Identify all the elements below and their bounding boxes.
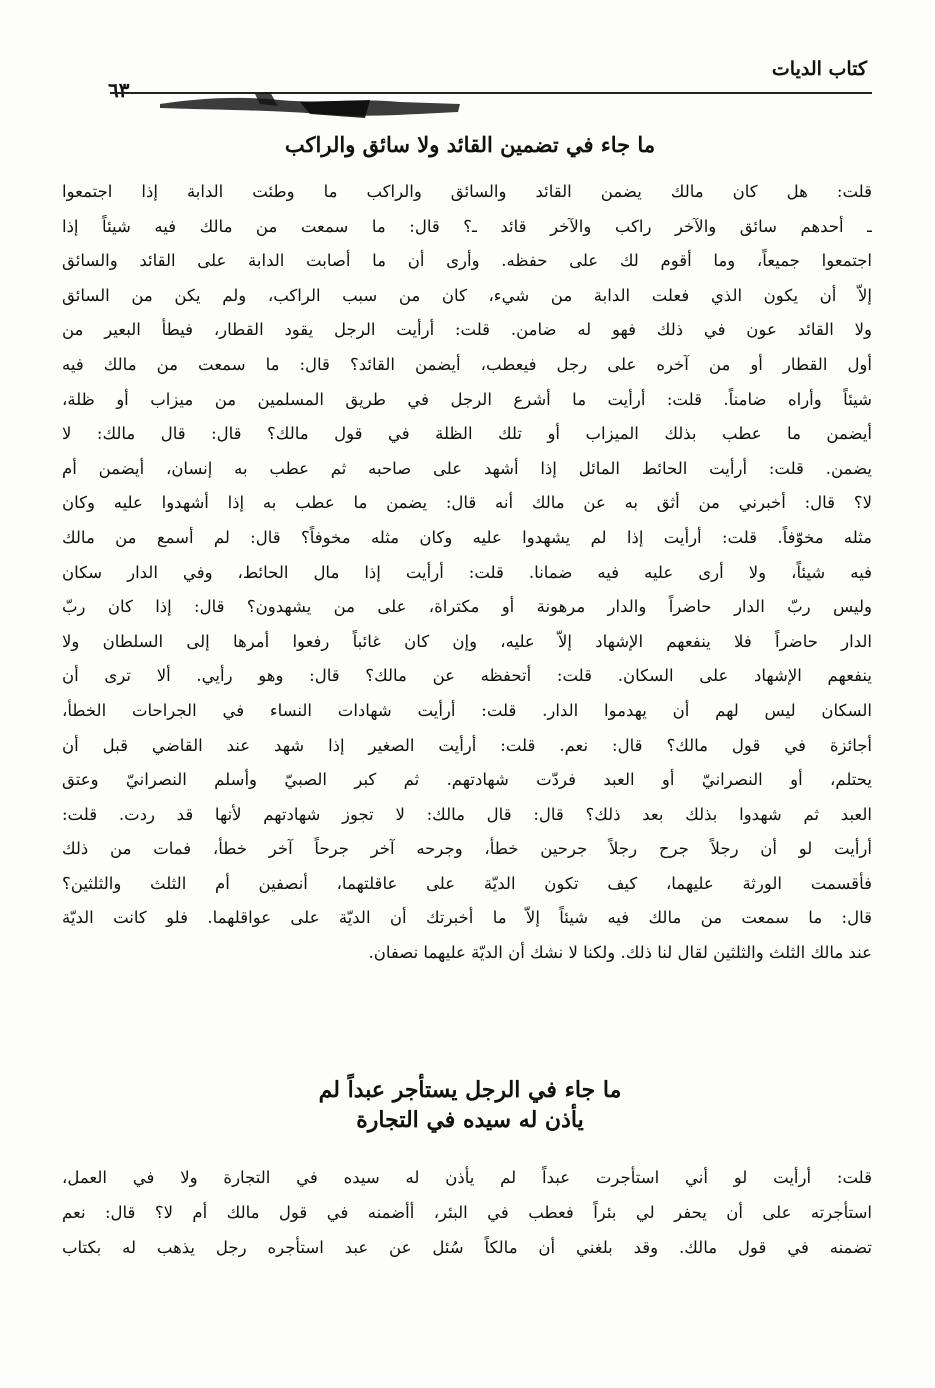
section-heading-2-line-2: يأذن له سيده في التجارة [356, 1107, 584, 1133]
text-line: يضمن. قلت: أرأيت الحائط المائل إذا أشهد على صاحبه ثم عطب به إنسان، أيضمن أم [62, 458, 872, 478]
text-line: تضمنه في قول مالك. وقد بلغني أن مالكاً سُئل عن عبد استأجره رجل يذهب له بكتاب [62, 1238, 872, 1257]
text-line: أرأيت لو أن رجلاً جرح رجلاً جرحين خطأ، وجرحه آخر جرحاً آخر خطأ، فمات من ذلك [62, 839, 872, 859]
text-line: يحتلم، أو النصرانيّ أو العبد فردّت شهادتهم. ثم كبر الصبيّ وأسلم النصرانيّ وعتق [62, 770, 872, 790]
text-line: لا؟ قال: أخبرني من أثق به عن مالك أنه قال: يضمن ما عطب به إذا أشهدوا عليه وكان [62, 493, 872, 513]
text-line: إلاّ أن يكون الذي فعلت الدابة من شيء، كان من سبب الراكب، ولم يكن من السائق [62, 285, 872, 305]
section-1-body [62, 175, 872, 971]
text-line: الدار حاضراً فلا ينفعهم الإشهاد إلاّ عليه، وإن كان غائباً رفعوا أمرها إلى السلطان ولا [62, 631, 872, 651]
page-number: ٦٣ [108, 78, 130, 102]
text-line: السكان ليس لهم أن يهدموا الدار. قلت: أرأيت شهادات النساء في الجراحات الخطأ، [62, 700, 872, 720]
section-heading-1: ما جاء في تضمين القائد ولا سائق والراكب [284, 132, 656, 157]
text-line: قال: ما سمعت من مالك فيه شيئاً إلاّ ما أخبرتك أن الديّة على عواقلهما. فلو كانت الديّة [62, 908, 872, 928]
section-heading-2 [150, 1075, 790, 1135]
text-line: مثله مخوّفاً. قلت: أرأيت إذا لم يشهدوا عليه وكان مثله مخوفاً؟ قال: لم أسمع من مالك [62, 527, 872, 547]
text-line: العبد ثم شهدوا بذلك بعد ذلك؟ قال: قال مالك: لا تجوز شهادتهم لأنها قد ردت. قلت: [62, 804, 872, 824]
ink-smudge [160, 92, 460, 120]
text-line: ـ أحدهم سائق والآخر راكب والآخر قائد ـ؟ قال: ما سمعت من مالك فيه شيئاً إذا [62, 216, 872, 236]
text-line: ولا القائد عون في ذلك فهو له ضامن. قلت: أرأيت الرجل يقود القطار، فيطأ البعير من [62, 320, 872, 340]
text-line: ينفعهم الإشهاد على السكان. قلت: أتحفظه عن مالك؟ قال: وهو رأيي. ألا ترى أن [62, 666, 872, 686]
text-line: اجتمعوا جميعاً، وما أقوم لك على حفظه. وأرى أن ما أصابت الدابة على القائد والسائق [62, 251, 872, 271]
text-line: أجائزة في قول مالك؟ قال: نعم. قلت: أرأيت الصغير إذا شهد عند القاضي قبل أن [62, 735, 872, 755]
text-line: فيه شيئاً، ولا أرى عليه فيه ضمانا. قلت: أرأيت إذا مال الحائط، وفي الدار سكان [62, 562, 872, 582]
text-line: وليس ربّ الدار حاضراً والدار مرهونة أو مكتراة، على من يشهدون؟ قال: إذا كان ربّ [62, 597, 872, 617]
text-line: فأقسمت الورثة عليهما، كيف تكون الديّة على عاقلتهما، أنصفين أم الثلث والثلثين؟ [62, 873, 872, 893]
section-2-body [62, 1160, 872, 1265]
text-line: استأجرته على أن يحفر لي بئراً فعطب في البئر، أأضمنه في قول مالك أم لا؟ قال: نعم [62, 1203, 872, 1222]
text-line: عند مالك الثلث والثلثين لقال لنا ذلك. ولكنا لا نشك أن الديّة عليهما نصفان. [368, 943, 872, 963]
text-line: شيئاً وأراه ضامناً. قلت: أرأيت ما أشرع الرجل في طريق المسلمين من ميزاب أو ظلة، [62, 389, 872, 409]
running-header-title: كتاب الديات [771, 58, 867, 80]
section-heading-2-line-1: ما جاء في الرجل يستأجر عبداً لم [318, 1077, 622, 1103]
text-line: قلت: أرأيت لو أني استأجرت عبداً لم يأذن له سيده في التجارة ولا في العمل، [62, 1168, 872, 1187]
text-line: أيضمن ما عطب بذلك الميزاب أو تلك الظلة في قول مالك؟ قال: قال مالك: لا [62, 424, 872, 444]
text-line: قلت: هل كان مالك يضمن القائد والسائق والراكب ما وطئت الدابة إذا اجتمعوا [62, 182, 872, 201]
text-line: أول القطار أو من آخره على رجل فيعطب، أيضمن القائد؟ قال: ما سمعت من مالك فيه [62, 354, 872, 374]
